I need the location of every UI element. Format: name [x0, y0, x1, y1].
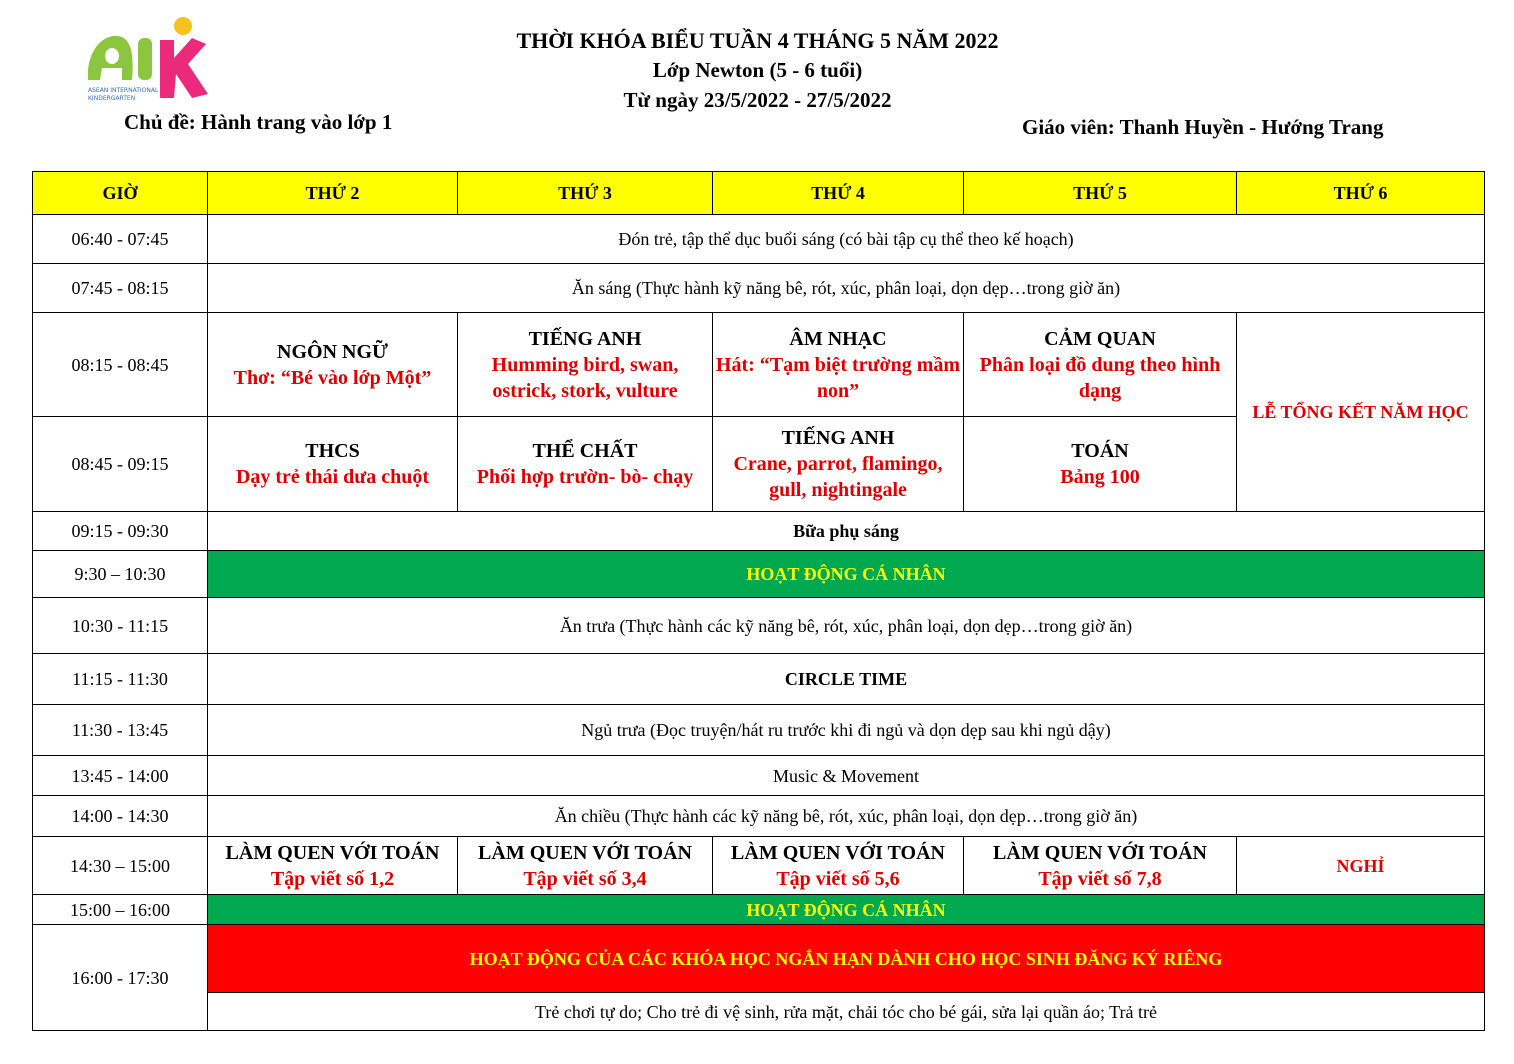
table-row [33, 705, 1485, 756]
subject-label: TOÁN [1071, 440, 1129, 462]
lesson-detail: Phối hợp trườn- bò- chạy [476, 466, 694, 488]
topic-label: Chủ đề: Hành trang vào lớp 1 [124, 110, 393, 134]
col-header-thu: THỨ 5 [964, 172, 1237, 215]
time-cell: 9:30 – 10:30 [33, 551, 208, 598]
activity-cell: Ăn trưa (Thực hành các kỹ năng bê, rót, xúc, phân loại, dọn dẹp…trong giờ ăn) [208, 598, 1485, 654]
subject-label: ÂM NHẠC [789, 327, 887, 350]
activity-cell: Bữa phụ sáng [208, 512, 1485, 551]
table-row [33, 796, 1485, 837]
subject-label: TIẾNG ANH [528, 327, 642, 350]
lesson-cell-thu [964, 417, 1237, 512]
time-cell: 13:45 - 14:00 [33, 756, 208, 796]
activity-cell: Đón trẻ, tập thể dục buổi sáng (có bài tập cụ thể theo kế hoạch) [208, 215, 1485, 264]
activity-cell: Ăn sáng (Thực hành kỹ năng bê, rót, xúc, phân loại, dọn dẹp…trong giờ ăn) [208, 264, 1485, 313]
time-cell: 14:30 – 15:00 [33, 837, 208, 895]
table-row [33, 264, 1485, 313]
time-cell: 15:00 – 16:00 [33, 895, 208, 925]
col-header-time: GIỜ [33, 172, 208, 215]
table-row [33, 551, 1485, 598]
subject-label: TIẾNG ANH [781, 427, 895, 449]
col-header-mon: THỨ 2 [208, 172, 458, 215]
time-cell: 14:00 - 14:30 [33, 796, 208, 837]
activity-cell: Ăn chiều (Thực hành các kỹ năng bê, rót, xúc, phân loại, dọn dẹp…trong giờ ăn) [208, 796, 1485, 837]
lesson-detail: Bảng 100 [1060, 466, 1140, 488]
subject-label: THCS [305, 440, 360, 462]
lesson-detail: Thơ: “Bé vào lớp Một” [233, 366, 432, 389]
lesson-detail: Crane, parrot, flamingo, gull, nightingale [733, 453, 943, 501]
header-row [33, 172, 1485, 215]
col-header-tue: THỨ 3 [458, 172, 713, 215]
lesson-detail: Tập viết số 3,4 [523, 867, 647, 890]
activity-cell-green: HOẠT ĐỘNG CÁ NHÂN [208, 895, 1485, 925]
lesson-cell-wed [713, 837, 964, 895]
time-cell: 07:45 - 08:15 [33, 264, 208, 313]
lesson-detail: Phân loại đồ dung theo hình dạng [979, 353, 1221, 402]
activity-cell-green: HOẠT ĐỘNG CÁ NHÂN [208, 551, 1485, 598]
lesson-cell-mon [208, 417, 458, 512]
subject-label: NGÔN NGỮ [277, 340, 388, 363]
lesson-detail: Tập viết số 5,6 [776, 867, 900, 890]
table-row [33, 895, 1485, 925]
lesson-cell-fri: LỄ TỔNG KẾT NĂM HỌC [1237, 313, 1485, 512]
subject-label: THỂ CHẤT [532, 440, 638, 462]
lesson-detail: Hát: “Tạm biệt trường mầm non” [715, 353, 961, 402]
date-range: Từ ngày 23/5/2022 - 27/5/2022 [623, 88, 892, 112]
time-cell: 10:30 - 11:15 [33, 598, 208, 654]
time-cell: 08:45 - 09:15 [33, 417, 208, 512]
lesson-detail: Dạy trẻ thái dưa chuột [235, 466, 430, 488]
activity-cell: Trẻ chơi tự do; Cho trẻ đi vệ sinh, rửa mặt, chải tóc cho bé gái, sửa lại quần áo; Trả trẻ [208, 993, 1485, 1031]
lesson-cell-wed [713, 417, 964, 512]
lesson-cell-fri: NGHỈ [1237, 837, 1485, 895]
activity-cell: CIRCLE TIME [208, 654, 1485, 705]
time-cell: 11:15 - 11:30 [33, 654, 208, 705]
time-cell: 06:40 - 07:45 [33, 215, 208, 264]
logo-caption-2: KINDERGARTEN [88, 95, 136, 102]
lesson-detail: Tập viết số 7,8 [1038, 867, 1162, 890]
lesson-cell-thu [964, 313, 1237, 417]
lesson-detail: Tập viết số 1,2 [270, 867, 395, 890]
lesson-cell-thu [964, 837, 1237, 895]
activity-cell: Music & Movement [208, 756, 1485, 796]
lesson-cell-mon [208, 313, 458, 417]
teacher-label: Giáo viên: Thanh Huyền - Hướng Trang [1022, 115, 1384, 139]
col-header-wed: THỨ 4 [713, 172, 964, 215]
subject-label: LÀM QUEN VỚI TOÁN [478, 841, 692, 864]
logo-graphic [80, 12, 215, 107]
lesson-cell-mon [208, 837, 458, 895]
lesson-cell-tue [458, 313, 713, 417]
subject-label: CẢM QUAN [1044, 327, 1156, 350]
table-row [33, 598, 1485, 654]
table-row [33, 756, 1485, 796]
time-cell: 16:00 - 17:30 [33, 925, 208, 1031]
table-row [33, 654, 1485, 705]
time-cell: 09:15 - 09:30 [33, 512, 208, 551]
lesson-detail: Humming bird, swan, ostrick, stork, vulture [491, 353, 679, 402]
table-row [33, 215, 1485, 264]
table-row [33, 837, 1485, 895]
timetable [32, 171, 1485, 1031]
table-row [33, 313, 1485, 417]
subject-label: LÀM QUEN VỚI TOÁN [993, 841, 1207, 864]
lesson-cell-wed [713, 313, 964, 417]
page-title: THỜI KHÓA BIỂU TUẦN 4 THÁNG 5 NĂM 2022 [516, 28, 999, 53]
activity-cell-red: HOẠT ĐỘNG CỦA CÁC KHÓA HỌC NGẮN HẠN DÀNH CHO HỌC SINH ĐĂNG KÝ RIÊNG [208, 925, 1485, 993]
logo-caption-1: ASEAN INTERNATIONAL [88, 87, 159, 94]
time-cell: 11:30 - 13:45 [33, 705, 208, 756]
subject-label: LÀM QUEN VỚI TOÁN [225, 841, 440, 864]
time-cell: 08:15 - 08:45 [33, 313, 208, 417]
table-row [33, 512, 1485, 551]
table-row [33, 925, 1485, 993]
subject-label: LÀM QUEN VỚI TOÁN [731, 841, 945, 864]
lesson-cell-tue [458, 417, 713, 512]
table-row [33, 993, 1485, 1031]
class-name: Lớp Newton (5 - 6 tuổi) [652, 58, 863, 82]
school-logo [80, 12, 215, 107]
col-header-fri: THỨ 6 [1237, 172, 1485, 215]
lesson-cell-tue [458, 837, 713, 895]
activity-cell: Ngủ trưa (Đọc truyện/hát ru trước khi đi ngủ và dọn dẹp sau khi ngủ dậy) [208, 705, 1485, 756]
